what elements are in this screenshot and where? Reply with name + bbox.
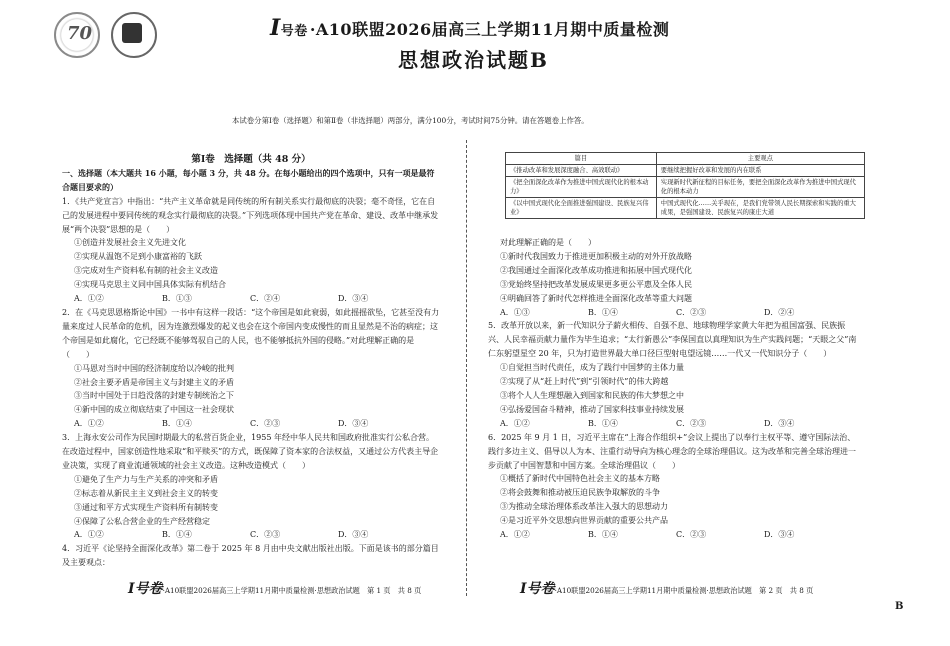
question-4-stem: 4．习近平《论坚持全面深化改革》第二卷于 2025 年 8 月由中央文献出版社出版。下面是该书的部分篇目及主要观点： [62, 544, 439, 568]
q3-option: ③通过和平方式实现生产资料所有制转变 [74, 502, 218, 512]
q1-option: ②实现从温饱不足到小康富裕的飞跃 [74, 252, 202, 262]
q2-option: ③当时中国处于日趋没落的封建专制统治之下 [74, 391, 234, 401]
choice-b[interactable]: B．①④ [588, 418, 618, 428]
choice-c[interactable]: C．②③ [250, 530, 281, 540]
question-6-stem: 6．2025 年 9 月 1 日，习近平主席在“上海合作组织+”会议上提出了以奉行主权平等、遵守国际法治、践行多边主义、倡导以人为本、注重行动导向为核心理念的全球治理倡议。这为改革和完善全球治理进一步贡献了中国智慧和中国方案。全球治理倡议（ ） [488, 432, 856, 470]
footer-brand-sub: 号卷 [526, 581, 555, 597]
column-divider [466, 140, 467, 596]
page-2-footer [520, 578, 813, 598]
choice-d[interactable]: D．③④ [338, 294, 369, 304]
education-emblem-logo [111, 12, 157, 58]
q1-option: ③完成对生产资料私有制的社会主义改造 [74, 266, 218, 276]
question-1-stem: 1．《共产党宣言》中指出：“共产主义革命就是同传统的所有制关系实行最彻底的决裂；毫不奇怪，它在自己的发展进程中要同传统的观念实行最彻底的决裂。”下列选项体现中国共产党在革命、建设、改革中继承发展“两个决裂”思想的是（ ） [62, 196, 439, 234]
choice-b[interactable]: B．①④ [588, 530, 618, 540]
choice-c[interactable]: C．②④ [250, 294, 281, 304]
q2-choices [62, 417, 440, 431]
question-3-stem: 3．上海永安公司作为民国时期最大的私营百货企业，1955 年经中华人民共和国政府批准实行公私合营。在改造过程中，国家创造性地采取“和平赎买”的方式，既保障了资本家的合法权益，又通过公方代表主导企业决策，实现了商业流通领域的社会主义改造。这种改造模式（ ） [62, 433, 439, 470]
section-title: 第Ⅰ卷 选择题（共 48 分） [191, 154, 311, 165]
q6-choices [488, 528, 858, 542]
choice-b[interactable]: B．①④ [162, 419, 192, 429]
q1-option: ④实现马克思主义同中国具体实际有机结合 [74, 280, 226, 290]
q4-option: ③党始终坚持把改革发展成果更多更公平惠及全体人民 [500, 279, 692, 289]
footer-brand-letter: I [128, 581, 135, 597]
footer-text: ·A10联盟2026届高三上学期11月期中质量检测·思想政治试题 第 2 页 共 8 页 [554, 586, 814, 595]
q6-option: ①概括了新时代中国特色社会主义的基本方略 [500, 474, 660, 484]
table-cell: 《把全面深化改革作为推进中国式现代化的根本动力》 [506, 177, 657, 198]
choice-d[interactable]: D．②④ [764, 307, 795, 317]
question-5-stem: 5．改革开放以来，新一代知识分子薪火相传、自强不息、地球物理学家黄大年把为祖国富强、民族振兴、人民幸福贡献力量作为毕生追求；“太行新愚公”李保国直以真理知识为生产实践问题；“天眼之父”南仁东躬望星空 20 年，只为打造世界最大单口径巨型射电望远镜……一代又一代知识分子（ ） [488, 321, 857, 359]
choice-b[interactable]: B．①④ [588, 307, 618, 317]
choice-a[interactable]: A．①② [500, 418, 530, 428]
q5-choices [488, 417, 858, 431]
choice-d[interactable]: D．③④ [764, 418, 795, 428]
q2-option: ②社会主要矛盾是帝国主义与封建主义的矛盾 [74, 377, 234, 387]
table-cell: 《以中国式现代化全面推进强国建设、民族复兴伟业》 [506, 198, 657, 219]
q3-option: ②标志着从新民主主义到社会主义的转变 [74, 488, 218, 498]
choice-a[interactable]: A．①② [74, 294, 104, 304]
footer-brand-letter: I [520, 581, 527, 597]
table-row [506, 165, 865, 177]
instruction: 一、选择题（本大题共 16 小题，每小题 3 分，共 48 分。在每小题给出的四个选项中，只有一项是最符合题目要求的） [62, 167, 435, 192]
q5-option: ④弘扬爱国奋斗精神，推动了国家科技事业持续发展 [500, 404, 684, 414]
choice-c[interactable]: C．②③ [676, 307, 707, 317]
question-2-stem: 2．在《马克思恩格斯论中国》一书中有这样一段话：“这个帝国是如此衰弱，如此摇摇欲坠，它甚至没有力量来度过人民革命的危机，因为连激烈爆发的起义也会在这个帝国内变成慢性的而且显然是不治的病症；这个帝国是如此腐化，它已经既不能够驾驭自己的人民，也不能够抵抗外国的侵略。”对此理解正确的是（ ） [62, 307, 440, 359]
table-cell: 实现新时代新征程的目标任务，要把全面深化改革作为推进中国式现代化的根本动力 [656, 177, 864, 198]
table-header: 篇目 [506, 153, 657, 165]
q4-option: ④明确回答了新时代怎样推进全面深化改革等重大问题 [500, 293, 692, 303]
q2-option: ④新中国的成立彻底结束了中国这一社会现状 [74, 405, 234, 415]
choice-a[interactable]: A．①② [74, 419, 104, 429]
school-seal-logo [54, 12, 100, 58]
q3-option: ④保障了公私合营企业的生产经营稳定 [74, 516, 210, 526]
footer-text: ·A10联盟2026届高三上学期11月期中质量检测·思想政治试题 第 1 页 共 8 页 [162, 586, 422, 595]
q3-choices [62, 528, 440, 542]
choice-b[interactable]: B．①④ [162, 530, 192, 540]
footer-brand [520, 581, 555, 597]
page-1-footer [128, 578, 421, 598]
choice-a[interactable]: A．①② [500, 530, 530, 540]
choice-d[interactable]: D．③④ [338, 419, 369, 429]
choice-a[interactable]: A．①③ [500, 307, 530, 317]
q6-option: ④是习近平外交思想向世界贡献的重要公共产品 [500, 516, 668, 526]
q1-option: ①创造并发展社会主义先进文化 [74, 238, 186, 248]
q4-choices [488, 306, 858, 320]
choice-c[interactable]: C．②③ [250, 419, 281, 429]
table-cell: 中国式现代化……关乎现在，是我们党带领人民长期探索和实践的重大成果，是强国建设、民族复兴的康庄大道 [656, 198, 864, 219]
subject-title: 思想政治试题B [398, 48, 549, 72]
footer-brand [128, 581, 163, 597]
q4-option: ①新时代我国致力于推进更加积极主动的对外开放战略 [500, 251, 692, 261]
table-row [506, 177, 865, 198]
q2-option: ①马恩对当时中国的经济制度给以冷峻的批判 [74, 363, 234, 373]
exam-header-title [270, 15, 669, 41]
q4-ask: 对此理解正确的是（ ） [500, 238, 596, 247]
table-row [506, 198, 865, 219]
table-cell: 要继续把握好改革和发展的内在联系 [656, 165, 864, 177]
q5-option: ③将个人人生理想融入到国家和民族的伟大梦想之中 [500, 390, 684, 400]
left-column [62, 153, 440, 570]
choice-a[interactable]: A．①② [74, 530, 104, 540]
table-cell: 《推动改革和发展深度融合、高效联动》 [506, 165, 657, 177]
choice-d[interactable]: D．③④ [338, 530, 369, 540]
q6-option: ③为推动全球治理体系改革注入强大的思想动力 [500, 502, 668, 512]
right-column [488, 236, 858, 542]
choice-c[interactable]: C．②③ [676, 418, 707, 428]
table-header: 主要观点 [656, 153, 864, 165]
q5-option: ②实现了从“赶上时代”到“引领时代”的伟大跨越 [500, 377, 669, 387]
choice-d[interactable]: D．③④ [764, 530, 795, 540]
q6-option: ②将会鼓舞和推动被压迫民族争取解放的斗争 [500, 488, 660, 498]
choice-b[interactable]: B．①③ [162, 294, 192, 304]
q4-option: ②我国通过全面深化改革成功推进和拓展中国式现代化 [500, 265, 692, 275]
emblem-mark [122, 23, 142, 43]
article-table [505, 152, 865, 219]
q3-option: ①避免了生产力与生产关系的冲突和矛盾 [74, 474, 218, 484]
brand-letter: I [270, 15, 281, 41]
choice-c[interactable]: C．②③ [676, 530, 707, 540]
version-letter: B [895, 601, 904, 612]
seal-glyph: 70 [67, 23, 93, 44]
brand-sub: 号卷 [280, 24, 308, 39]
exam-notice: 本试卷分第Ⅰ卷（选择题）和第Ⅱ卷（非选择题）两部分，满分100分，考试时间75分钟。请在答题卷上作答。 [232, 116, 589, 125]
table-header-row [506, 153, 865, 165]
footer-brand-sub: 号卷 [134, 581, 163, 597]
q1-choices [62, 292, 440, 306]
exam-title: ·A10联盟2026届高三上学期11月期中质量检测 [309, 20, 670, 39]
q5-option: ①自觉担当时代责任，成为了践行中国梦的主体力量 [500, 363, 684, 373]
brand-mark [270, 15, 308, 41]
